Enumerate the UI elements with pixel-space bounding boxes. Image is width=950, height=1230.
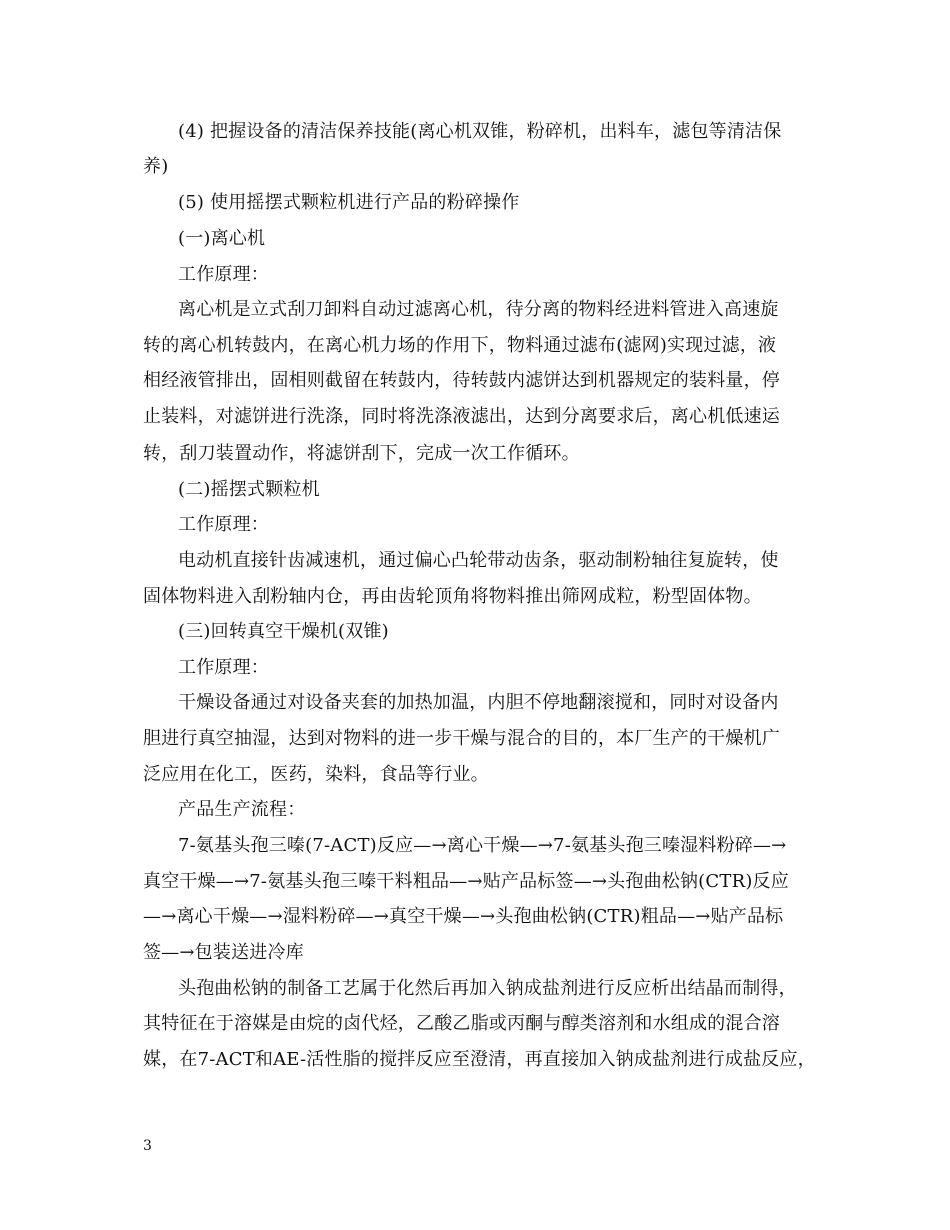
text-line: 电动机直接针齿减速机，通过偏心凸轮带动齿条，驱动制粉轴往复旋转，使	[178, 550, 779, 571]
page-number: 3	[143, 1138, 152, 1154]
text-line: (4) 把握设备的清洁保养技能(离心机双锥，粉碎机，出料车，滤包等清洁保	[178, 121, 782, 142]
text-line: 养)	[143, 156, 169, 177]
text-line: 转，刮刀装置动作，将滤饼刮下，完成一次工作循环。	[143, 443, 580, 464]
subheading: 工作原理：	[178, 657, 269, 678]
text-line: 其特征在于溶媒是由烷的卤代烃，乙酸乙脂或丙酮与醇类溶剂和水组成的混合溶	[143, 1013, 780, 1034]
text-line: 固体物料进入刮粉轴内仓，再由齿轮顶角将物料推出筛网成粒，粉型固体物。	[143, 586, 762, 607]
text-line: 干燥设备通过对设备夹套的加热加温，内胆不停地翻滚搅和，同时对设备内	[178, 692, 779, 713]
subheading: 工作原理：	[178, 264, 269, 285]
text-line: 签—→包装送进冷库	[143, 942, 304, 963]
text-line: 7-氨基头孢三嗪(7-ACT)反应—→离心干燥—→7-氨基头孢三嗪湿料粉碎—→	[178, 835, 787, 856]
text-line: —→离心干燥—→湿料粉碎—→真空干燥—→头孢曲松钠(CTR)粗品—→贴产品标	[143, 906, 784, 927]
subheading: 工作原理：	[178, 514, 269, 535]
section-heading: (一)离心机	[178, 228, 266, 249]
text-line: 真空干燥—→7-氨基头孢三嗪干料粗品—→贴产品标签—→头孢曲松钠(CTR)反应	[143, 871, 789, 892]
text-line: 头孢曲松钠的制备工艺属于化然后再加入钠成盐剂进行反应析出结晶而制得，	[178, 978, 797, 999]
section-heading: (三)回转真空干燥机(双锥)	[178, 621, 389, 642]
text-line: 泛应用在化工，医药，染料，食品等行业。	[143, 764, 489, 785]
text-line: 胆进行真空抽湿，达到对物料的进一步干燥与混合的目的，本厂生产的干燥机广	[143, 728, 780, 749]
text-line: 转的离心机转鼓内，在离心机力场的作用下，物料通过滤布(滤网)实现过滤，液	[143, 335, 777, 356]
text-line: 止装料，对滤饼进行洗涤，同时将洗涤液滤出，达到分离要求后，离心机低速运	[143, 406, 780, 427]
text-line: 相经液管排出，固相则截留在转鼓内，待转鼓内滤饼达到机器规定的装料量，停	[143, 370, 780, 391]
text-line: 媒，在7-ACT和AE-活性脂的搅拌反应至澄清，再直接加入钠成盐剂进行成盐反应，	[143, 1049, 816, 1070]
text-line: (5) 使用摇摆式颗粒机进行产品的粉碎操作	[178, 192, 520, 213]
subheading: 产品生产流程：	[178, 799, 306, 820]
text-line: 离心机是立式刮刀卸料自动过滤离心机，待分离的物料经进料管进入高速旋	[178, 299, 779, 320]
section-heading: (二)摇摆式颗粒机	[178, 479, 320, 500]
